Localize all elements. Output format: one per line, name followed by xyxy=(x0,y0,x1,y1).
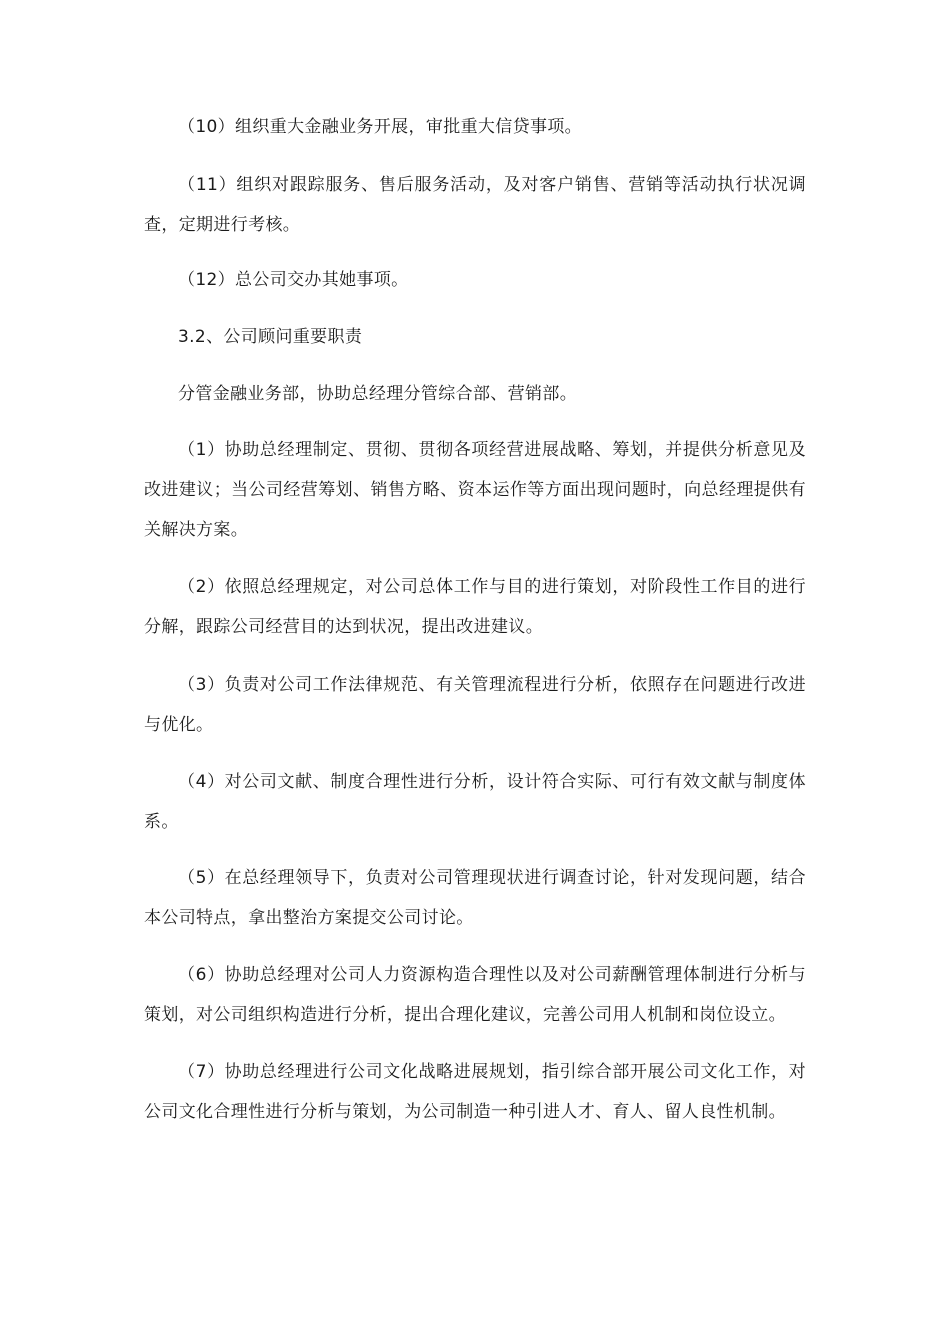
paragraph-item-4: （4）对公司文献、制度合理性进行分析，设计符合实际、可行有效文献与制度体系。 xyxy=(144,772,806,832)
paragraph-item-7: （7）协助总经理进行公司文化战略进展规划，指引综合部开展公司文化工作，对公司文化合理性进行分析与策划，为公司制造一种引进人才、育人、留人良性机制。 xyxy=(144,1062,806,1122)
section-heading: 3.2、公司顾问重要职责 xyxy=(178,327,363,347)
paragraph-item-12: （12）总公司交办其她事项。 xyxy=(178,270,409,290)
paragraph-item-1: （1）协助总经理制定、贯彻、贯彻各项经营进展战略、筹划，并提供分析意见及改进建议；当公司经营筹划、销售方略、资本运作等方面出现问题时，向总经理提供有关解决方案。 xyxy=(144,440,806,540)
paragraph-item-11: （11）组织对跟踪服务、售后服务活动，及对客户销售、营销等活动执行状况调查，定期进行考核。 xyxy=(144,175,806,235)
section-intro: 分管金融业务部，协助总经理分管综合部、营销部。 xyxy=(178,384,578,404)
paragraph-item-3: （3）负责对公司工作法律规范、有关管理流程进行分析，依照存在问题进行改进与优化。 xyxy=(144,675,806,735)
paragraph-item-10: （10）组织重大金融业务开展，审批重大信贷事项。 xyxy=(178,117,583,137)
paragraph-item-2: （2）依照总经理规定，对公司总体工作与目的进行策划，对阶段性工作目的进行分解，跟踪公司经营目的达到状况，提出改进建议。 xyxy=(144,577,806,637)
paragraph-item-6: （6）协助总经理对公司人力资源构造合理性以及对公司薪酬管理体制进行分析与策划，对公司组织构造进行分析，提出合理化建议，完善公司用人机制和岗位设立。 xyxy=(144,965,806,1025)
paragraph-item-5: （5）在总经理领导下，负责对公司管理现状进行调查讨论，针对发现问题，结合本公司特点，拿出整治方案提交公司讨论。 xyxy=(144,868,806,928)
